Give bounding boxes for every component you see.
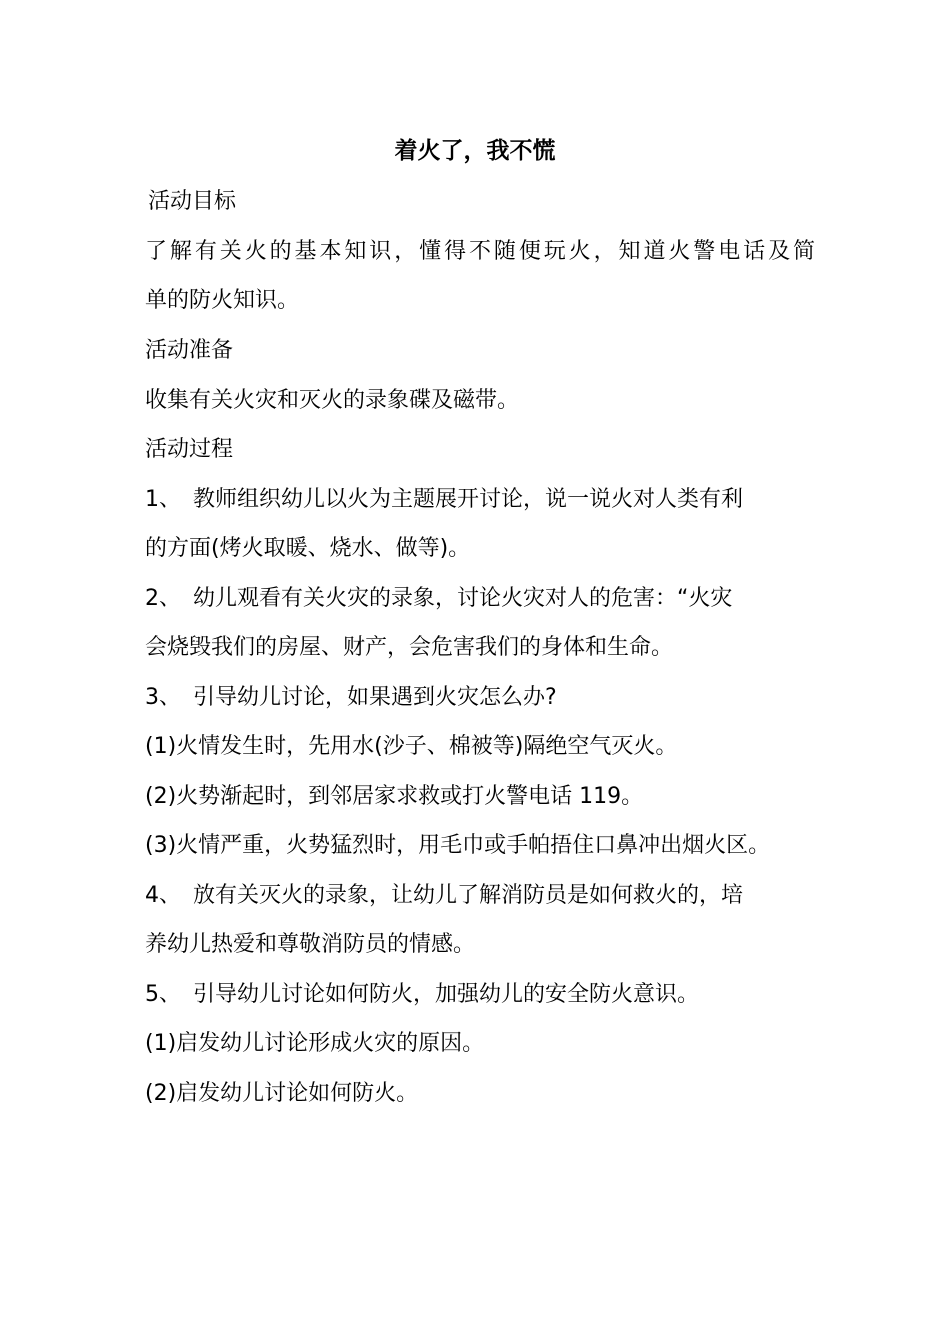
prep-text: 收集有关火灾和灭火的录象碟及磁带。 — [145, 388, 520, 413]
step-3-sub-item-2: (2)火势渐起时，到邻居家求救或打火警电话 119。 — [145, 784, 644, 809]
step-4-line-2: 养幼儿热爱和尊敬消防员的情感。 — [145, 932, 476, 957]
step-3-line-1 — [145, 682, 815, 714]
step-1-text: 教师组织幼儿以火为主题展开讨论，说一说火对人类有利 — [193, 487, 744, 512]
step-1-line-1 — [145, 484, 815, 516]
step-5-number: 5、 — [145, 982, 181, 1007]
step-4-text: 放有关灭火的录象，让幼儿了解消防员是如何救火的，培 — [193, 883, 744, 908]
step-5-line-1 — [145, 979, 815, 1011]
step-3-text: 引导幼儿讨论，如果遇到火灾怎么办? — [193, 685, 557, 710]
step-3-sub-item-3: (3)火情严重，火势猛烈时，用毛巾或手帕捂住口鼻冲出烟火区。 — [145, 833, 771, 858]
step-5-text: 引导幼儿讨论如何防火，加强幼儿的安全防火意识。 — [193, 982, 700, 1007]
goal-text-line-2: 单的防火知识。 — [145, 288, 300, 313]
step-2-line-2: 会烧毁我们的房屋、财产，会危害我们的身体和生命。 — [145, 635, 674, 660]
step-2-number: 2、 — [145, 586, 181, 611]
step-1-number: 1、 — [145, 487, 181, 512]
step-1-line-2: 的方面(烤火取暖、烧水、做等)。 — [145, 536, 471, 561]
step-5-sub-item-2: (2)启发幼儿讨论如何防火。 — [145, 1081, 419, 1106]
step-3-sub-item-1: (1)火情发生时，先用水(沙子、棉被等)隔绝空气灭火。 — [145, 734, 678, 759]
step-4-number: 4、 — [145, 883, 181, 908]
prep-heading: 活动准备 — [145, 338, 234, 363]
step-3-number: 3、 — [145, 685, 181, 710]
process-heading: 活动过程 — [145, 437, 234, 462]
step-5-sub-item-1: (1)启发幼儿讨论形成火灾的原因。 — [145, 1031, 485, 1056]
step-4-line-1 — [145, 880, 815, 912]
step-2-line-1 — [145, 583, 815, 615]
document-title: 着火了，我不慌 — [394, 138, 556, 164]
goal-text-line-1: 了解有关火的基本知识，懂得不随便玩火，知道火警电话及简 — [145, 239, 815, 264]
step-2-text: 幼儿观看有关火灾的录象，讨论火灾对人的危害：“火灾 — [193, 586, 733, 611]
goal-heading: 活动目标 — [148, 189, 237, 214]
